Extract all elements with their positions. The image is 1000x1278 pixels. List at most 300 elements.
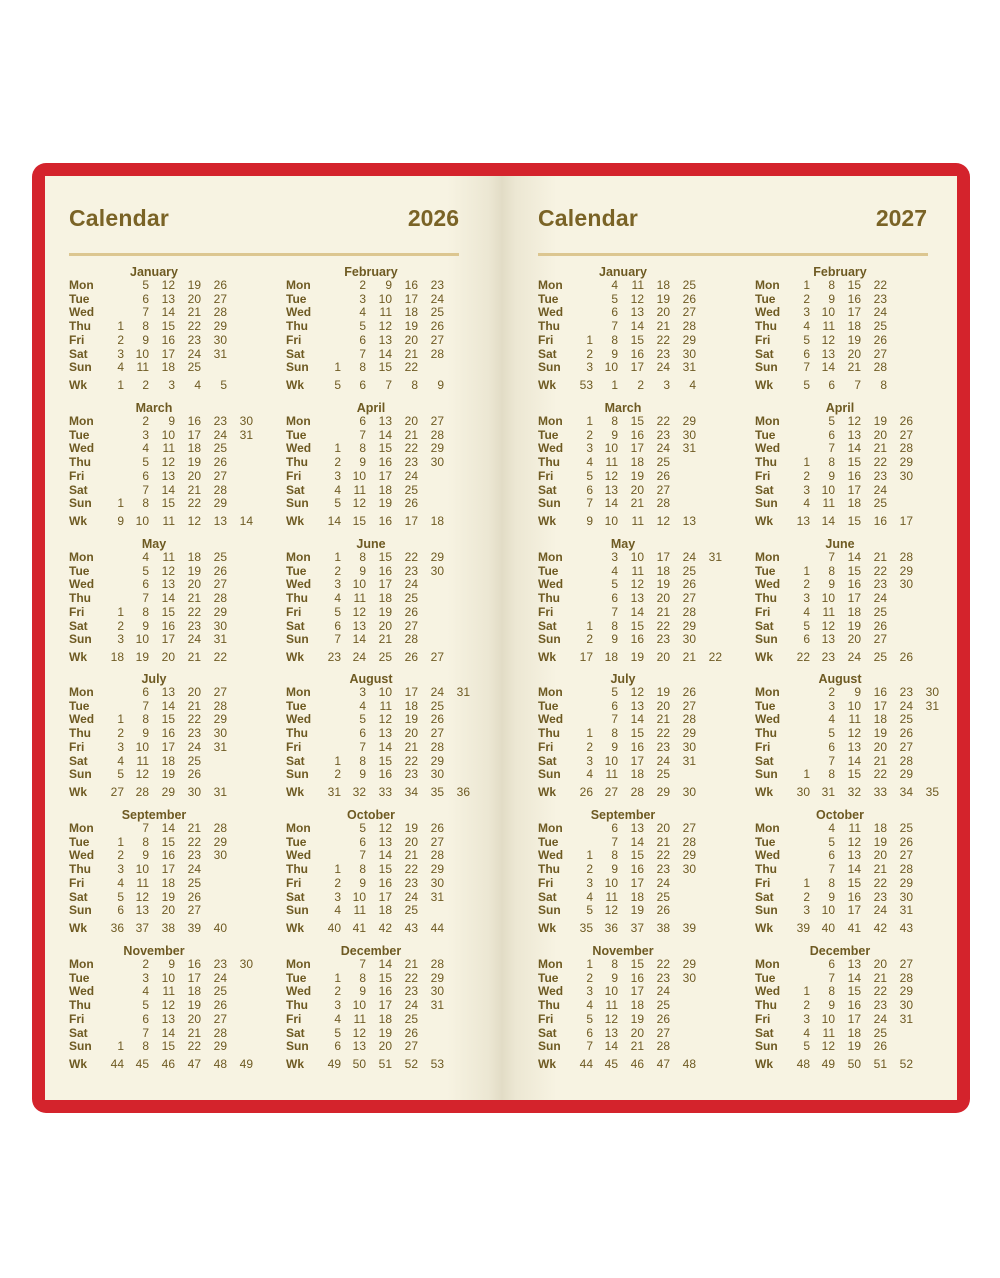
day-number: 20	[404, 726, 418, 741]
weekday-label: Thu	[286, 455, 308, 470]
weekday-label: Wed	[286, 441, 312, 456]
month-block-january	[538, 265, 738, 395]
weekday-label: Fri	[538, 875, 554, 890]
weekday-row	[69, 685, 269, 699]
weekday-row	[538, 441, 738, 455]
week-number-row	[286, 514, 486, 528]
day-number: 23	[404, 563, 418, 578]
week-number-row	[755, 514, 955, 528]
weekday-row	[538, 333, 738, 347]
week-number: 15	[847, 514, 861, 529]
day-number: 18	[873, 821, 887, 835]
weekday-row	[286, 862, 486, 876]
weekday-label: Tue	[286, 427, 307, 442]
day-number: 13	[604, 482, 618, 497]
month-block-december	[286, 944, 486, 1074]
weekday-label: Thu	[755, 455, 777, 470]
weekday-row	[69, 550, 269, 564]
day-number: 31	[430, 998, 444, 1013]
day-number: 24	[187, 739, 201, 754]
day-number: 9	[359, 984, 366, 999]
weekday-row	[286, 821, 486, 835]
week-number: 41	[352, 921, 366, 936]
month-block-august	[755, 672, 955, 802]
day-number: 3	[828, 698, 835, 713]
day-number: 23	[873, 998, 887, 1013]
day-number: 9	[854, 685, 861, 699]
day-number: 3	[117, 862, 124, 877]
week-number: 35	[579, 921, 593, 936]
day-number: 21	[378, 632, 392, 647]
weekday-row	[69, 591, 269, 605]
day-number: 15	[161, 604, 175, 619]
day-number: 24	[873, 482, 887, 497]
weekday-label: Mon	[755, 414, 780, 428]
day-number: 29	[430, 970, 444, 985]
day-number: 17	[161, 346, 175, 361]
day-number: 23	[213, 414, 227, 428]
day-number: 18	[378, 903, 392, 918]
weekday-label: Sat	[755, 618, 774, 633]
day-number: 6	[828, 427, 835, 442]
day-number: 20	[404, 414, 418, 428]
day-number: 22	[873, 984, 887, 999]
day-number: 1	[334, 862, 341, 877]
day-number: 3	[586, 984, 593, 999]
week-number: 18	[110, 650, 124, 665]
weekday-label: Thu	[755, 726, 777, 741]
day-number: 1	[803, 563, 810, 578]
day-number: 11	[605, 889, 618, 904]
day-number: 22	[873, 767, 887, 782]
weekday-row	[755, 333, 955, 347]
day-number: 4	[611, 278, 618, 292]
day-number: 23	[873, 889, 887, 904]
weekday-label: Thu	[286, 726, 308, 741]
day-number: 1	[117, 319, 124, 334]
weekday-row	[286, 848, 486, 862]
weekday-row	[755, 414, 955, 428]
day-number: 12	[847, 414, 861, 428]
day-number: 3	[334, 998, 341, 1013]
day-number: 25	[404, 903, 418, 918]
week-label: Wk	[69, 514, 87, 529]
day-number: 5	[142, 278, 149, 292]
day-number: 14	[847, 862, 861, 877]
week-label: Wk	[755, 650, 773, 665]
day-number: 6	[611, 821, 618, 835]
day-number: 14	[847, 970, 861, 985]
weekday-label: Tue	[755, 834, 776, 849]
day-number: 4	[611, 563, 618, 578]
day-number: 29	[430, 753, 444, 768]
weekday-row	[69, 619, 269, 633]
day-number: 31	[456, 685, 470, 699]
weekday-label: Sat	[755, 346, 774, 361]
week-number: 51	[378, 1057, 392, 1072]
weekday-row	[538, 957, 738, 971]
day-number: 20	[378, 1039, 392, 1054]
day-number: 8	[142, 1039, 149, 1054]
day-number: 10	[604, 875, 618, 890]
day-number: 2	[117, 618, 124, 633]
day-number: 3	[359, 291, 366, 306]
weekday-label: Tue	[69, 427, 90, 442]
day-number: 12	[604, 903, 618, 918]
week-number: 31	[213, 785, 227, 800]
day-number: 29	[682, 618, 696, 633]
day-number: 30	[213, 332, 227, 347]
month-name: November	[123, 944, 185, 958]
week-number: 17	[404, 514, 418, 529]
day-number: 17	[630, 753, 644, 768]
day-number: 7	[611, 604, 618, 619]
day-number: 16	[187, 957, 201, 971]
day-number: 20	[187, 685, 201, 699]
weekday-label: Mon	[69, 550, 94, 564]
weekday-row	[69, 984, 269, 998]
weekday-row	[538, 971, 738, 985]
day-number: 11	[605, 455, 618, 470]
weekday-label: Fri	[286, 332, 302, 347]
day-number: 16	[873, 685, 887, 699]
weekday-label: Thu	[286, 591, 308, 606]
weekday-label: Tue	[69, 563, 90, 578]
day-number: 8	[142, 496, 149, 511]
day-number: 13	[378, 414, 392, 428]
week-number-row	[69, 378, 269, 392]
week-number-row	[755, 650, 955, 664]
day-number: 3	[117, 632, 124, 647]
day-number: 28	[213, 698, 227, 713]
day-number: 11	[822, 604, 835, 619]
week-number: 16	[873, 514, 887, 529]
day-number: 4	[803, 496, 810, 511]
day-number: 30	[430, 984, 444, 999]
day-number: 26	[404, 496, 418, 511]
day-number: 2	[334, 767, 341, 782]
day-number: 12	[604, 1011, 618, 1026]
weekday-label: Thu	[755, 319, 777, 334]
week-number-row	[538, 921, 738, 935]
day-number: 31	[213, 632, 227, 647]
week-number: 1	[611, 378, 618, 393]
weekday-label: Thu	[538, 591, 560, 606]
day-number: 5	[803, 618, 810, 633]
weekday-row	[755, 957, 955, 971]
week-number-row	[538, 1057, 738, 1071]
week-number: 48	[796, 1057, 810, 1072]
weekday-row	[69, 1039, 269, 1053]
day-number: 29	[213, 496, 227, 511]
weekday-row	[538, 699, 738, 713]
week-label: Wk	[755, 785, 773, 800]
week-number: 28	[135, 785, 149, 800]
day-number: 2	[586, 427, 593, 442]
weekday-row	[69, 903, 269, 917]
day-number: 29	[682, 957, 696, 971]
day-number: 30	[430, 875, 444, 890]
weekday-row	[755, 699, 955, 713]
day-number: 15	[378, 360, 392, 375]
day-number: 9	[611, 346, 618, 361]
day-number: 5	[334, 604, 341, 619]
weekday-label: Wed	[69, 305, 95, 320]
day-number: 7	[359, 957, 366, 971]
week-number: 49	[239, 1057, 253, 1072]
day-number: 15	[378, 970, 392, 985]
week-number: 39	[187, 921, 201, 936]
weekday-label: Mon	[538, 550, 563, 564]
day-number: 10	[604, 984, 618, 999]
day-number: 27	[430, 332, 444, 347]
day-number: 10	[352, 998, 366, 1013]
day-number: 8	[611, 848, 618, 863]
day-number: 14	[161, 821, 175, 835]
weekday-label: Sat	[538, 1025, 557, 1040]
day-number: 23	[404, 455, 418, 470]
week-label: Wk	[69, 785, 87, 800]
week-number-row	[755, 1057, 955, 1071]
weekday-label: Mon	[69, 957, 94, 971]
day-number: 10	[821, 1011, 835, 1026]
day-number: 21	[404, 848, 418, 863]
day-number: 4	[586, 455, 593, 470]
week-number: 22	[213, 650, 227, 665]
day-number: 21	[873, 970, 887, 985]
day-number: 21	[187, 591, 201, 606]
weekday-label: Sun	[286, 767, 309, 782]
day-number: 31	[682, 360, 696, 375]
day-number: 8	[611, 618, 618, 633]
weekday-label: Thu	[69, 319, 91, 334]
day-number: 22	[187, 834, 201, 849]
day-number: 8	[142, 319, 149, 334]
month-block-october	[755, 808, 955, 938]
day-number: 13	[378, 332, 392, 347]
day-number: 2	[586, 739, 593, 754]
day-number: 5	[359, 821, 366, 835]
day-number: 5	[586, 903, 593, 918]
weekday-label: Tue	[755, 698, 776, 713]
day-number: 16	[630, 970, 644, 985]
weekday-row	[69, 835, 269, 849]
weekday-label: Sat	[69, 482, 88, 497]
day-number: 13	[161, 291, 175, 306]
day-number: 30	[430, 563, 444, 578]
day-number: 22	[187, 604, 201, 619]
day-number: 29	[213, 1039, 227, 1054]
week-number: 36	[604, 921, 618, 936]
day-number: 20	[873, 739, 887, 754]
weekday-label: Wed	[286, 848, 312, 863]
month-block-november	[69, 944, 269, 1074]
day-number: 13	[352, 618, 366, 633]
day-number: 9	[168, 414, 175, 428]
weekday-row	[755, 278, 955, 292]
week-number: 37	[135, 921, 149, 936]
week-number: 27	[430, 650, 444, 665]
day-number: 8	[828, 455, 835, 470]
day-number: 2	[803, 998, 810, 1013]
weekday-row	[286, 455, 486, 469]
day-number: 6	[611, 305, 618, 320]
day-number: 17	[630, 441, 644, 456]
weekday-row	[538, 619, 738, 633]
day-number: 27	[213, 468, 227, 483]
day-number: 16	[161, 332, 175, 347]
day-number: 20	[404, 332, 418, 347]
weekday-label: Tue	[69, 291, 90, 306]
week-number: 9	[586, 514, 593, 529]
day-number: 1	[803, 984, 810, 999]
week-number: 32	[352, 785, 366, 800]
week-number: 17	[579, 650, 593, 665]
weekday-label: Fri	[538, 604, 554, 619]
day-number: 12	[821, 1039, 835, 1054]
day-number: 12	[352, 496, 366, 511]
week-label: Wk	[538, 1057, 556, 1072]
day-number: 11	[379, 305, 392, 320]
day-number: 20	[187, 468, 201, 483]
weekday-row	[538, 591, 738, 605]
day-number: 24	[430, 685, 444, 699]
weekday-row	[69, 767, 269, 781]
weekday-label: Sun	[755, 632, 778, 647]
day-number: 31	[682, 441, 696, 456]
weekday-row	[538, 767, 738, 781]
week-number: 45	[135, 1057, 149, 1072]
week-number: 45	[604, 1057, 618, 1072]
weekday-row	[755, 550, 955, 564]
week-label: Wk	[538, 785, 556, 800]
day-number: 11	[605, 998, 618, 1013]
day-number: 24	[682, 550, 696, 564]
month-name: April	[825, 401, 855, 415]
day-number: 15	[161, 834, 175, 849]
day-number: 19	[378, 496, 392, 511]
week-number: 43	[404, 921, 418, 936]
week-label: Wk	[755, 921, 773, 936]
day-number: 9	[359, 455, 366, 470]
day-number: 25	[656, 455, 670, 470]
day-number: 1	[117, 604, 124, 619]
month-block-july	[538, 672, 738, 802]
weekday-label: Tue	[755, 427, 776, 442]
day-number: 8	[142, 712, 149, 727]
day-number: 9	[611, 427, 618, 442]
day-number: 20	[378, 618, 392, 633]
week-number: 26	[404, 650, 418, 665]
day-number: 16	[630, 346, 644, 361]
day-number: 22	[187, 319, 201, 334]
week-number: 27	[110, 785, 124, 800]
day-number: 20	[187, 1011, 201, 1026]
day-number: 15	[630, 957, 644, 971]
weekday-row	[538, 605, 738, 619]
week-number: 9	[437, 378, 444, 393]
day-number: 6	[586, 482, 593, 497]
day-number: 20	[187, 291, 201, 306]
day-number: 22	[404, 360, 418, 375]
day-number: 11	[162, 550, 175, 564]
weekday-label: Wed	[755, 305, 781, 320]
weekday-row	[755, 1012, 955, 1026]
weekday-label: Fri	[755, 739, 771, 754]
day-number: 21	[847, 360, 861, 375]
day-number: 5	[828, 414, 835, 428]
day-number: 25	[213, 550, 227, 564]
weekday-row	[755, 890, 955, 904]
day-number: 12	[135, 889, 149, 904]
day-number: 21	[656, 712, 670, 727]
day-number: 10	[135, 346, 149, 361]
day-number: 16	[161, 726, 175, 741]
week-number: 46	[630, 1057, 644, 1072]
day-number: 14	[630, 834, 644, 849]
week-number: 7	[854, 378, 861, 393]
weekday-label: Wed	[755, 848, 781, 863]
day-number: 22	[873, 455, 887, 470]
day-number: 25	[430, 305, 444, 320]
day-number: 20	[656, 305, 670, 320]
week-number: 28	[630, 785, 644, 800]
day-number: 13	[630, 305, 644, 320]
day-number: 15	[847, 455, 861, 470]
weekday-row	[69, 319, 269, 333]
day-number: 6	[359, 414, 366, 428]
day-number: 25	[404, 482, 418, 497]
day-number: 12	[161, 278, 175, 292]
weekday-label: Tue	[538, 427, 559, 442]
day-number: 18	[630, 889, 644, 904]
weekday-row	[286, 347, 486, 361]
month-name: October	[816, 808, 864, 822]
weekday-row	[286, 998, 486, 1012]
day-number: 23	[899, 685, 913, 699]
weekday-row	[755, 347, 955, 361]
day-number: 4	[828, 821, 835, 835]
weekday-label: Tue	[286, 291, 307, 306]
day-number: 25	[656, 889, 670, 904]
month-name: April	[356, 401, 386, 415]
day-number: 30	[213, 618, 227, 633]
weekday-label: Wed	[538, 441, 564, 456]
day-number: 25	[213, 984, 227, 999]
day-number: 31	[430, 889, 444, 904]
day-number: 21	[187, 482, 201, 497]
weekday-label: Sat	[69, 889, 88, 904]
weekday-row	[69, 876, 269, 890]
week-number: 30	[187, 785, 201, 800]
day-number: 18	[404, 698, 418, 713]
day-number: 8	[828, 278, 835, 292]
day-number: 22	[656, 726, 670, 741]
day-number: 29	[682, 848, 696, 863]
day-number: 17	[404, 291, 418, 306]
day-number: 2	[803, 291, 810, 306]
day-number: 10	[604, 753, 618, 768]
week-number: 43	[899, 921, 913, 936]
day-number: 13	[161, 468, 175, 483]
day-number: 26	[899, 834, 913, 849]
weekday-label: Tue	[69, 970, 90, 985]
day-number: 5	[828, 726, 835, 741]
day-number: 26	[682, 291, 696, 306]
day-number: 6	[611, 591, 618, 606]
day-number: 6	[359, 726, 366, 741]
day-number: 21	[873, 550, 887, 564]
